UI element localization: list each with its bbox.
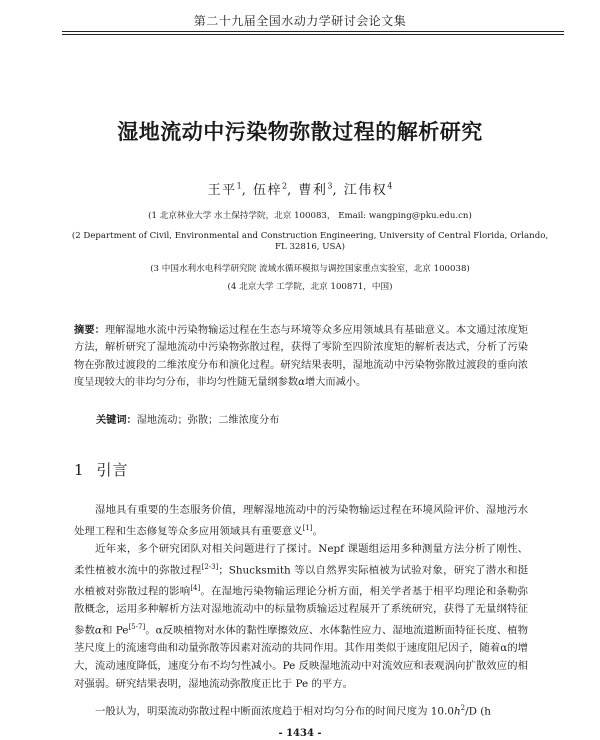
paragraph-text: ；Shucksmith 等以自然界实际植被为试验对象，研究了潜水和挺水植被对弥散过程的影响: [74, 564, 529, 598]
keywords: [96, 411, 526, 426]
abstract: [74, 322, 528, 392]
keywords-text: 湿地流动；弥散；二维浓度分布: [136, 415, 280, 426]
paper-title: 湿地流动中污染物弥散过程的解析研究: [117, 120, 483, 144]
author-name: 江伟权: [343, 183, 388, 198]
citation: [4]: [190, 584, 201, 593]
affiliation-2: (2 Department of Civil, Environmental and Construction Engineering, University of Central Florida, Orlando, FL 32816, USA): [71, 231, 549, 252]
author-list: 王平$^1$, 伍梓$^2$, 曹利$^3$, 江伟权$^4$: [207, 181, 393, 198]
author-name: 伍梓: [253, 183, 283, 198]
affiliation-4: (4 北京大学 工学院，北京 100871，中国): [227, 282, 393, 292]
paragraph-text: 一般认为，明渠流动弥散过程中断面浓度趋于相对均匀分布的时间尺度为 10.0: [95, 705, 454, 718]
citation: [5-7]: [128, 623, 146, 632]
citation: [2-3]: [201, 562, 219, 571]
paragraph-text: 近年来，多个研究团队对相关问题进行了探讨。Nepf 课题组运用多种测量方法分析了刚性、柔性植被水流中的弥散过程: [74, 543, 528, 577]
paragraph: [74, 502, 528, 541]
abstract-text-end: 增大而减小。: [305, 377, 367, 389]
abstract-text: 理解湿地水流中污染物输运过程在生态与环境等众多应用领域具有基础意义。本文通过浓度矩方法，解析研究了湿地流动中污染物弥散过程，获得了零阶至四阶浓度矩的解析表达式，分析了污染物在弥散过渡段的二维浓度分布和演化过程。研究结果表明，湿地流动中污染物弥散过渡段的垂向浓度呈现较大的非均匀分布，非均匀性随无量纲参数: [74, 325, 529, 389]
paragraph: [74, 700, 528, 721]
formula-exponent: 2: [460, 704, 466, 712]
section-number: 1: [74, 461, 85, 479]
alpha-symbol: α: [94, 624, 102, 637]
abstract-alpha-symbol: α: [298, 377, 306, 389]
formula-variable: h: [453, 705, 461, 718]
paragraph-text: 和 Pe: [101, 624, 129, 637]
author-name: 王平: [207, 183, 237, 198]
running-header: 第二十九届全国水动力学研讨会论文集: [193, 14, 407, 28]
author-affiliation-mark: 4: [387, 181, 393, 191]
abstract-label: 摘要：: [74, 325, 105, 336]
author-affiliation-mark: 3: [327, 181, 333, 191]
affiliation-1: (1 北京林业大学 水土保持学院，北京 100083， Email: wangping@pku.edu.cn): [148, 211, 472, 221]
citation: [1]: [302, 523, 313, 532]
paragraph-text: 。α反映植物对水体的黏性摩擦效应、水体黏性应力、湿地流道断面特征长度、植物茎尺度上的流速弯曲和动量弥散等因素对流动的共同作用。其作用类似于速度阻尼因子，随着α的增大，流动速度降低，速度分布不均匀性减小。Pe 反映湿地流动中对流效应和表观涡向扩散效应的相对强弱。研究结果表明，湿地流动弥散度正比于 Pe 的平方。: [74, 624, 529, 690]
author-affiliation-mark: 1: [236, 181, 242, 191]
paragraph-text: 湿地具有重要的生态服务价值，理解湿地流动中的污染物输运过程在环境风险评价、湿地污水处理工程和生态修复等众多应用领域具有重要意义: [74, 504, 528, 538]
author-affiliation-mark: 2: [282, 181, 288, 191]
paragraph-text: /D (h: [465, 705, 491, 718]
paragraph: [74, 541, 528, 694]
header-rule-top: [62, 31, 564, 32]
paragraph-text: 。在湿地污染物输运理论分析方面，相关学者基于相平均理论和条勒弥散概念，运用多种解析方法对湿地流动中的标量物质输运过程展开了系统研究，获得了无量纲特征参数: [74, 585, 529, 637]
affiliation-3: (3 中国水利水电科学研究院 流域水循环模拟与调控国家重点实验室，北京 100038): [150, 264, 470, 274]
header-rule-bottom: [62, 34, 564, 35]
paragraph-text: 。: [312, 525, 323, 538]
page-number: - 1434 -: [278, 728, 322, 739]
section-title: 引言: [96, 461, 129, 479]
section-heading: [74, 459, 141, 480]
author-name: 曹利: [298, 183, 328, 198]
keywords-label: 关键词：: [96, 415, 137, 426]
